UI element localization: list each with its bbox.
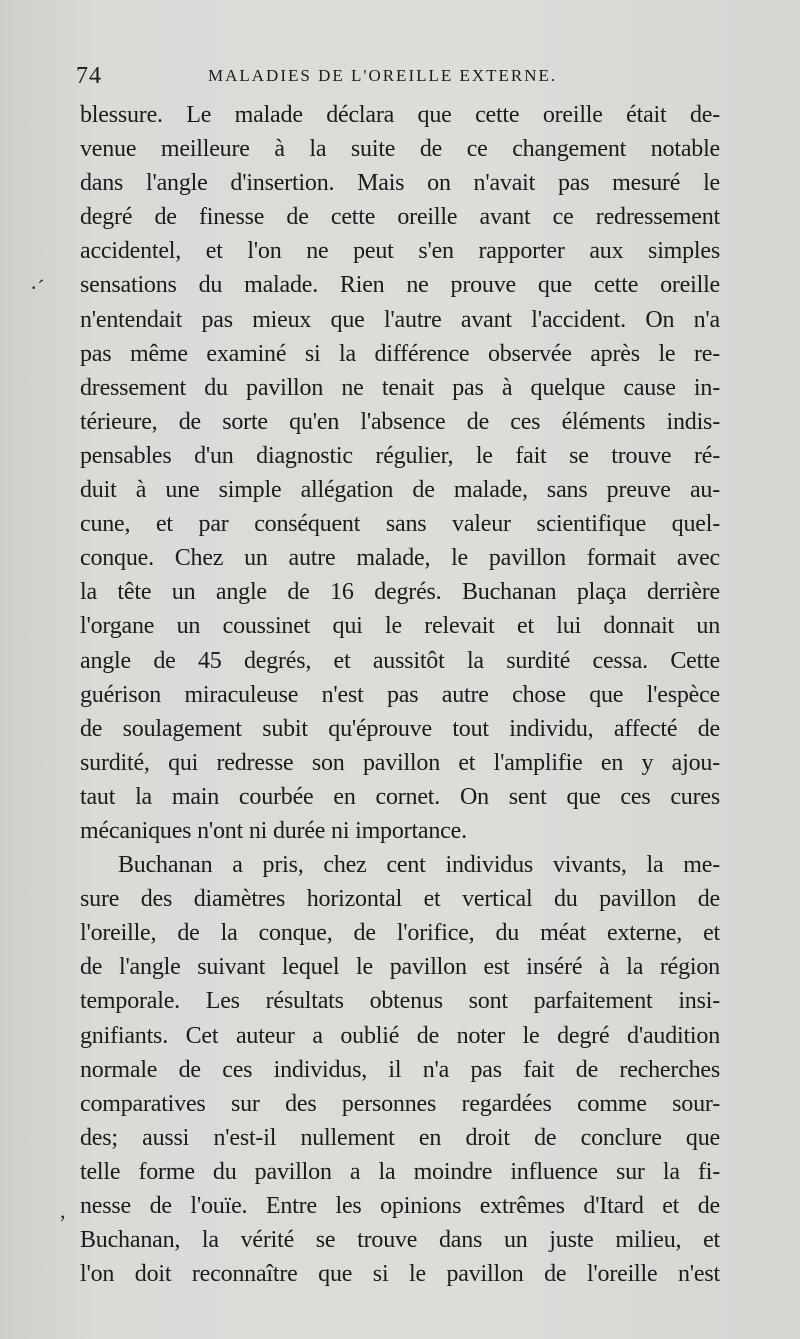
text-line: comparatives sur des personnes regardées comme sour- xyxy=(80,1090,720,1117)
page-header xyxy=(72,55,722,95)
text-line: la tête un angle de 16 degrés. Buchanan plaça derrière xyxy=(80,579,720,606)
body-text xyxy=(80,98,720,1291)
text-line: dans l'angle d'insertion. Mais on n'avait pas mesuré le xyxy=(80,170,720,197)
text-line: duit à une simple allégation de malade, sans preuve au- xyxy=(80,477,720,504)
running-head: MALADIES DE L'OREILLE EXTERNE. xyxy=(208,66,558,85)
text-line: surdité, qui redresse son pavillon et l'amplifie en y ajou- xyxy=(80,749,720,776)
text-line: accidentel, et l'on ne peut s'en rapporter aux simples xyxy=(80,238,720,265)
text-line: l'oreille, de la conque, de l'orifice, du méat externe, et xyxy=(80,920,720,947)
text-line: l'organe un coussinet qui le relevait et lui donnait un xyxy=(80,613,720,640)
page-number: 74 xyxy=(76,63,102,89)
text-line: telle forme du pavillon a la moindre influence sur la fi- xyxy=(80,1158,720,1185)
text-line: taut la main courbée en cornet. On sent que ces cures xyxy=(80,783,720,810)
text-line: nesse de l'ouïe. Entre les opinions extrêmes d'Itard et de xyxy=(80,1193,720,1219)
text-line: pensables d'un diagnostic régulier, le fait se trouve ré- xyxy=(80,442,720,469)
margin-mark: ·´ xyxy=(30,275,45,300)
text-line: sure des diamètres horizontal et vertical du pavillon de xyxy=(80,886,720,913)
text-line: guérison miraculeuse n'est pas autre chose que l'espèce xyxy=(80,681,720,708)
text-line: blessure. Le malade déclara que cette oreille était de- xyxy=(80,102,720,128)
text-line: l'on doit reconnaître que si le pavillon de l'oreille n'est xyxy=(80,1261,720,1288)
text-line: Buchanan a pris, chez cent individus vivants, la me- xyxy=(118,852,720,879)
text-line: de soulagement subit qu'éprouve tout individu, affecté de xyxy=(80,715,720,742)
text-line: pas même examiné si la différence observée après le re- xyxy=(80,340,720,367)
text-line: normale de ces individus, il n'a pas fait de recherches xyxy=(80,1056,720,1083)
text-line: de l'angle suivant lequel le pavillon est inséré à la région xyxy=(80,954,720,981)
text-line: dressement du pavillon ne tenait pas à quelque cause in- xyxy=(80,374,720,401)
text-line: sensations du malade. Rien ne prouve que cette oreille xyxy=(80,272,720,299)
text-line: térieure, de sorte qu'en l'absence de ces éléments indis- xyxy=(80,408,720,435)
text-line: angle de 45 degrés, et aussitôt la surdité cessa. Cette xyxy=(80,647,720,674)
text-line: degré de finesse de cette oreille avant ce redressement xyxy=(80,204,720,231)
text-line: conque. Chez un autre malade, le pavillon formait avec xyxy=(80,545,720,572)
text-line: gnifiants. Cet auteur a oublié de noter le degré d'audition xyxy=(80,1022,720,1049)
text-line: des; aussi n'est-il nullement en droit de conclure que xyxy=(80,1124,720,1151)
text-line: n'entendait pas mieux que l'autre avant l'accident. On n'a xyxy=(80,306,720,333)
text-line: cune, et par conséquent sans valeur scientifique quel- xyxy=(80,511,720,538)
text-line: venue meilleure à la suite de ce changement notable xyxy=(80,136,720,163)
text-line: temporale. Les résultats obtenus sont parfaitement insi- xyxy=(80,988,720,1015)
text-line: Buchanan, la vérité se trouve dans un juste milieu, et xyxy=(80,1227,720,1254)
margin-mark: , xyxy=(60,1198,66,1223)
text-line: mécaniques n'ont ni durée ni importance. xyxy=(80,817,467,844)
